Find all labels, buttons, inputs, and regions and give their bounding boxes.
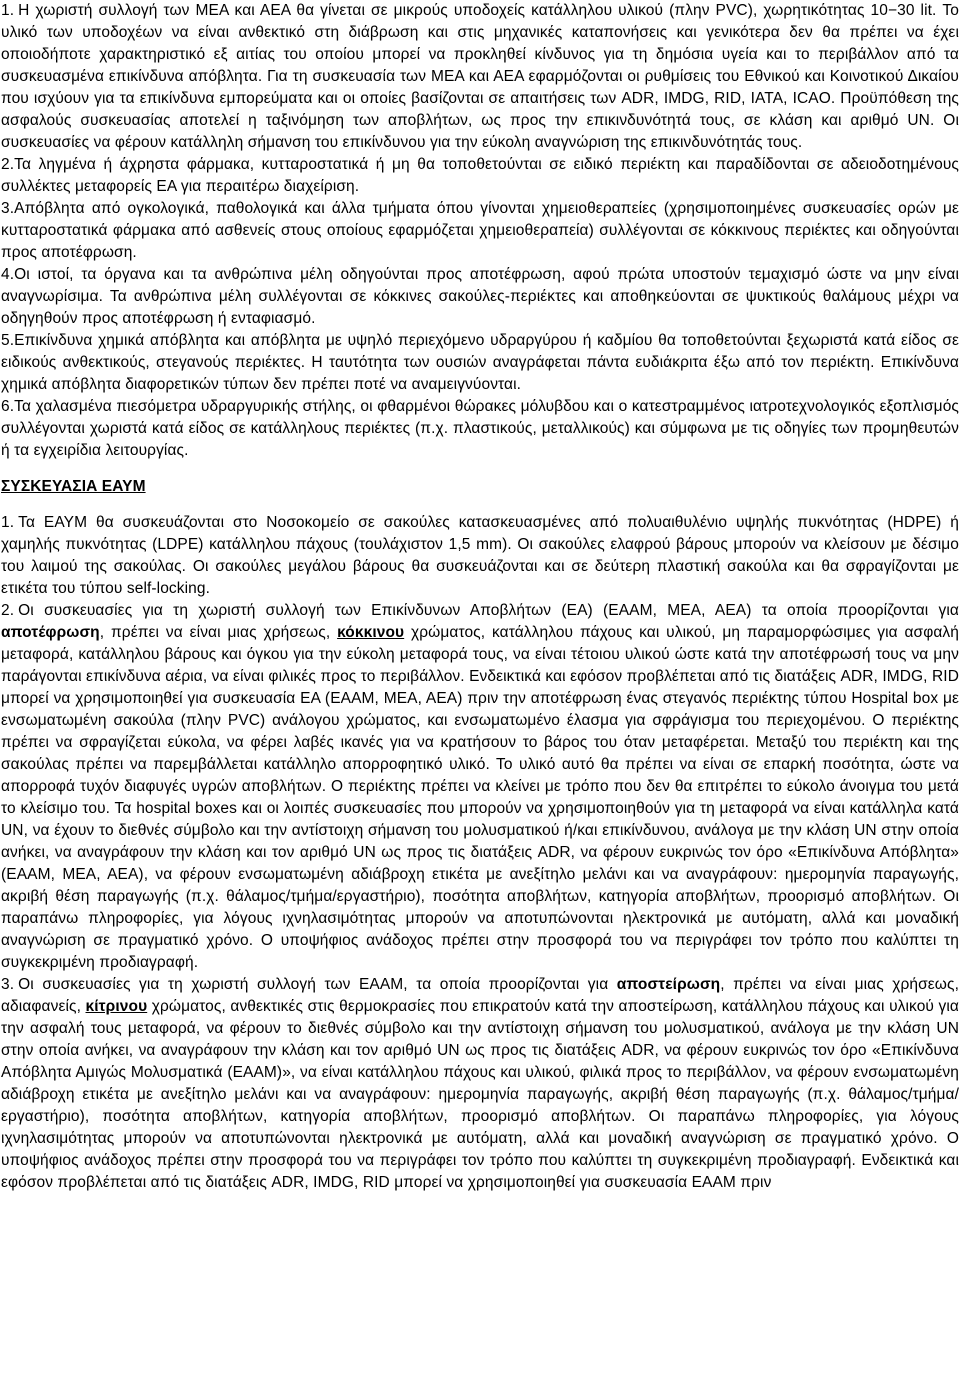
item-number: 1. — [1, 2, 15, 19]
emphasis-text: κόκκινου — [337, 624, 405, 641]
item-text: , πρέπει να είναι μιας χρήσεως, αδιαφανείς, — [1, 976, 959, 1015]
item-number: 3. — [1, 200, 15, 217]
item-text: χρώματος, ανθεκτικές στις θερμοκρασίες που επικρατούν κατά την αποστείρωση, κατάλληλου πάχους και υλικού για την ασφαλή τους μεταφορά, να φέρουν το διεθνές σύμβολο και την αντίστοιχη σήμανση του μολυσματικού, ανάλογα με την κλάση UN στην οποία ανήκει, να αναγράφουν την κλάση και τον αριθμό UN ως προς τις διατάξεις ADR, να φέρουν ευκρινώς τον όρο «Επικίνδυνα Απόβλητα Αμιγώς Μολυσματικά (ΕΑΑΜ)», να είναι κατάλληλου πάχους και υλικού, φιλικά προς το περιβάλλον, να φέρουν ενσωματωμένη αδιάβροχη ετικέτα με ανεξίτηλο μελάνι και να αναγράφουν: ημερομηνία παραγωγής, ακριβή θέση παραγωγής (π.χ. θάλαμος/τμήμα/εργαστήριο), ποσότητα αποβλήτων, κατηγορία αποβλήτων, προορισμό αποβλήτων. Οι παραπάνω πληροφορίες, για λόγους ιχνηλασιμότητας μπορούν να αποτυπώνονται ηλεκτρονικά με αυτόματη, αλλά και μοναδική αναγνώριση σε πραγματικό χρόνο. Ο υποψήφιος ανάδοχος πρέπει στην προσφορά του να περιγράφει τον τρόπο που καλύπτει τη συγκεκριμένη προδιαγραφή. Ενδεικτικά και εφόσον προβλέπεται από τις διατάξεις ADR, IMDG, RID μπορεί να χρησιμοποιηθεί για συσκευασία ΕΑΑΜ πριν — [1, 998, 959, 1191]
item-text: Απόβλητα από ογκολογικά, παθολογικά και άλλα τμήματα όπου γίνονται χημειοθεραπείες (χρησιμοποιημένες συσκευασίες ορών με κυτταροστατικά φάρμακα από ασθενείς στους οποίους εφαρμόζεται χημειοθεραπεία) συλλέγονται σε κόκκινους περιέκτες και οδηγούνται προς αποτέφρωση. — [1, 200, 959, 261]
item-text: Τα ληγμένα ή άχρηστα φάρμακα, κυτταροστατικά ή μη θα τοποθετούνται σε ειδικό περιέκτη και παραδίδονται σε αδειοδοτημένους συλλέκτες μεταφορείς ΕΑ για περαιτέρω διαχείριση. — [1, 156, 959, 195]
item-text: Τα ΕΑΥΜ θα συσκευάζονται στο Νοσοκομείο σε σακούλες κατασκευασμένες από πολυαιθυλένιο υψηλής πυκνότητας (HDPE) ή χαμηλής πυκνότητας (LDPE) κατάλληλου πάχους (τουλάχιστον 1,5 mm). Οι σακούλες ελαφρού βάρους μπορούν να κλείσουν με δέσιμο του λαιμού της σακούλας. Οι σακούλες μεγάλου βάρους θα συσκευάζονται και σε δεύτερη πλαστική σακούλα και θα σφραγίζονται με ετικέτα του τύπου self-locking. — [1, 514, 959, 597]
item-number: 5. — [1, 332, 15, 349]
item-number: 4. — [1, 266, 15, 283]
list-item — [1, 264, 959, 330]
list-item — [1, 396, 959, 462]
item-number: 1. — [1, 514, 15, 531]
list-item — [1, 512, 959, 600]
item-number: 3. — [1, 976, 15, 993]
list-item — [1, 0, 959, 154]
item-number: 2. — [1, 602, 15, 619]
emphasis-text: αποτέφρωση — [1, 624, 100, 641]
item-text: , πρέπει να είναι μιας χρήσεως, — [99, 624, 338, 641]
item-text: Οι συσκευασίες για τη χωριστή συλλογή των Επικίνδυνων Αποβλήτων (ΕΑ) (ΕΑΑΜ, ΜΕΑ, ΑΕΑ) τα οποία προορίζονται για — [18, 602, 959, 619]
item-number: 6. — [1, 398, 15, 415]
item-text: Οι ιστοί, τα όργανα και τα ανθρώπινα μέλη οδηγούνται προς αποτέφρωση, αφού πρώτα υποστούν τεμαχισμό ώστε να μην είναι αναγνωρίσιμα. Τα ανθρώπινα μέλη συλλέγονται σε κόκκινες σακούλες-περιέκτες και αποθηκεύονται σε ψυκτικούς θαλάμους μέχρι να οδηγηθούν προς αποτέφρωση ή ενταφιασμό. — [1, 266, 959, 327]
item-text: χρώματος, κατάλληλου πάχους και υλικού, μη παραμορφώσιμες για ασφαλή μεταφορά, κατάλληλου βάρους και όγκου για την εύκολη μεταφορά τους, να είναι τέτοιου υλικού ώστε κατά την αποτέφρωσή τους να μην παράγονται επικίνδυνα αέρια, να είναι φιλικές προς το περιβάλλον. Ενδεικτικά και εφόσον προβλέπεται από τις διατάξεις ADR, IMDG, RID μπορεί να χρησιμοποιηθεί για συσκευασία ΕΑ (ΕΑΑΜ, ΜΕΑ, ΑΕΑ) πριν την αποτέφρωση ένας στεγανός περιέκτης τύπου Hospital box με ενσωματωμένη σακούλα (πλην PVC) ανάλογου χρώματος, και ενσωματωμένο έλασμα για σφράγισμα του περιεχομένου. Ο περιέκτης πρέπει να σφραγίζεται εύκολα, να φέρει λαβές ικανές για να κρατήσουν το βάρος του όταν μεταφέρεται. Μεταξύ του περιέκτη και της σακούλας πρέπει να παρεμβάλλεται κατάλληλο απορροφητικό υλικό. Το υλικό αυτό θα πρέπει να είναι σε επαρκή ποσότητα, ώστε να απορροφά τυχόν διαφυγές υγρών αποβλήτων. Ο περιέκτης πρέπει να κλείνει με τρόπο που δεν θα επιτρέπει το εύκολο άνοιγμα του μετά το κλείσιμο του. Τα hospital boxes και οι λοιπές συσκευασίες που μπορούν να χρησιμοποιηθούν για τη μεταφορά να είναι κατάλληλα κατά UN, να έχουν το διεθνές σύμβολο και την αντίστοιχη σήμανση του μολυσματικού ή/και επικίνδυνου, ανάλογα με την κλάση UN στην οποία ανήκει, να αναγράφουν την κλάση και τον αριθμό UN ως προς τις διατάξεις ADR, να φέρουν ευκρινώς τον όρο «Επικίνδυνα Απόβλητα» (ΕΑΑΜ, ΜΕΑ, ΑΕΑ), να φέρουν ενσωματωμένη αδιάβροχη ετικέτα με ανεξίτηλο μελάνι και να αναγράφουν: ημερομηνία παραγωγής, ακριβή θέση παραγωγής (π.χ. θάλαμος/τμήμα/εργαστήριο), ποσότητα αποβλήτων, κατηγορία αποβλήτων, προορισμό αποβλήτων. Οι παραπάνω πληροφορίες, για λόγους ιχνηλασιμότητας μπορούν να αποτυπώνονται ηλεκτρονικά με αυτόματη, αλλά και μοναδική αναγνώριση σε πραγματικό χρόνο. Ο υποψήφιος ανάδοχος πρέπει στην προσφορά του να περιγράφει τον τρόπο που καλύπτει τη συγκεκριμένη προδιαγραφή. — [1, 624, 960, 971]
emphasis-text: αποστείρωση — [616, 976, 721, 993]
item-number: 2. — [1, 156, 15, 173]
list-item — [1, 198, 959, 264]
list-item — [1, 330, 959, 396]
list-item — [1, 600, 959, 974]
list-item — [1, 154, 959, 198]
item-text: Τα χαλασμένα πιεσόμετρα υδραργυρικής στήλης, οι φθαρμένοι θώρακες μόλυβδου και ο κατεστραμμένος ιατροτεχνολογικός εξοπλισμός συλλέγονται χωριστά κατά είδος σε κατάλληλους περιέκτες (π.χ. πλαστικούς, μεταλλικούς) και σύμφωνα με τις οδηγίες των προμηθευτών ή τα εγχειρίδια λειτουργίας. — [1, 398, 959, 459]
list-item — [1, 974, 959, 1194]
item-text: Η χωριστή συλλογή των ΜΕΑ και ΑΕΑ θα γίνεται σε μικρούς υποδοχείς κατάλληλου υλικού (πλην PVC), χωρητικότητας 10−30 lit. Το υλικό των υποδοχέων να είναι ανθεκτικό στη διάβρωση και στις μηχανικές καταπονήσεις και γενικότερα δεν θα πρέπει να έχει οποιοδήποτε χαρακτηριστικό εξ αιτίας του οποίου μπορεί να προκληθεί κίνδυνος για τη δημόσια υγεία και το περιβάλλον από τα συσκευασμένα επικίνδυνα απόβλητα. Για τη συσκευασία των ΜΕΑ και ΑΕΑ εφαρμόζονται οι ρυθμίσεις του Εθνικού και Κοινοτικού Δικαίου που ισχύουν για τα επικίνδυνα εμπορεύματα και οι οποίες βασίζονται σε απαιτήσεις των ADR, IMDG, RID, IATA, ICAO. Προϋπόθεση της ασφαλούς συσκευασίας αποτελεί η ταξινόμηση των αποβλήτων, ως προς την επικινδυνότητά τους, σε κλάση και αριθμό UN. Οι συσκευασίες να φέρουν κατάλληλη σήμανση του επικίνδυνου για την εύκολη αναγνώριση της επικινδυνότητάς τους. — [1, 2, 959, 151]
emphasis-text: κίτρινου — [85, 998, 148, 1015]
item-text: Επικίνδυνα χημικά απόβλητα και απόβλητα με υψηλό περιεχόμενο υδραργύρου ή καδμίου θα τοποθετούνται ξεχωριστά κατά είδος σε ειδικούς ανθεκτικούς, στεγανούς περιέκτες. Η ταυτότητα των ουσιών αναγράφεται πάντα ευδιάκριτα έξω από τον περιέκτη. Επικίνδυνα χημικά απόβλητα διαφορετικών τύπων δεν πρέπει ποτέ να αναμειγνύονται. — [1, 332, 959, 393]
item-text: Οι συσκευασίες για τη χωριστή συλλογή των ΕΑΑΜ, τα οποία προορίζονται για — [18, 976, 617, 993]
section-heading: ΣΥΣΚΕΥΑΣΙΑ ΕΑΥΜ — [1, 478, 146, 495]
